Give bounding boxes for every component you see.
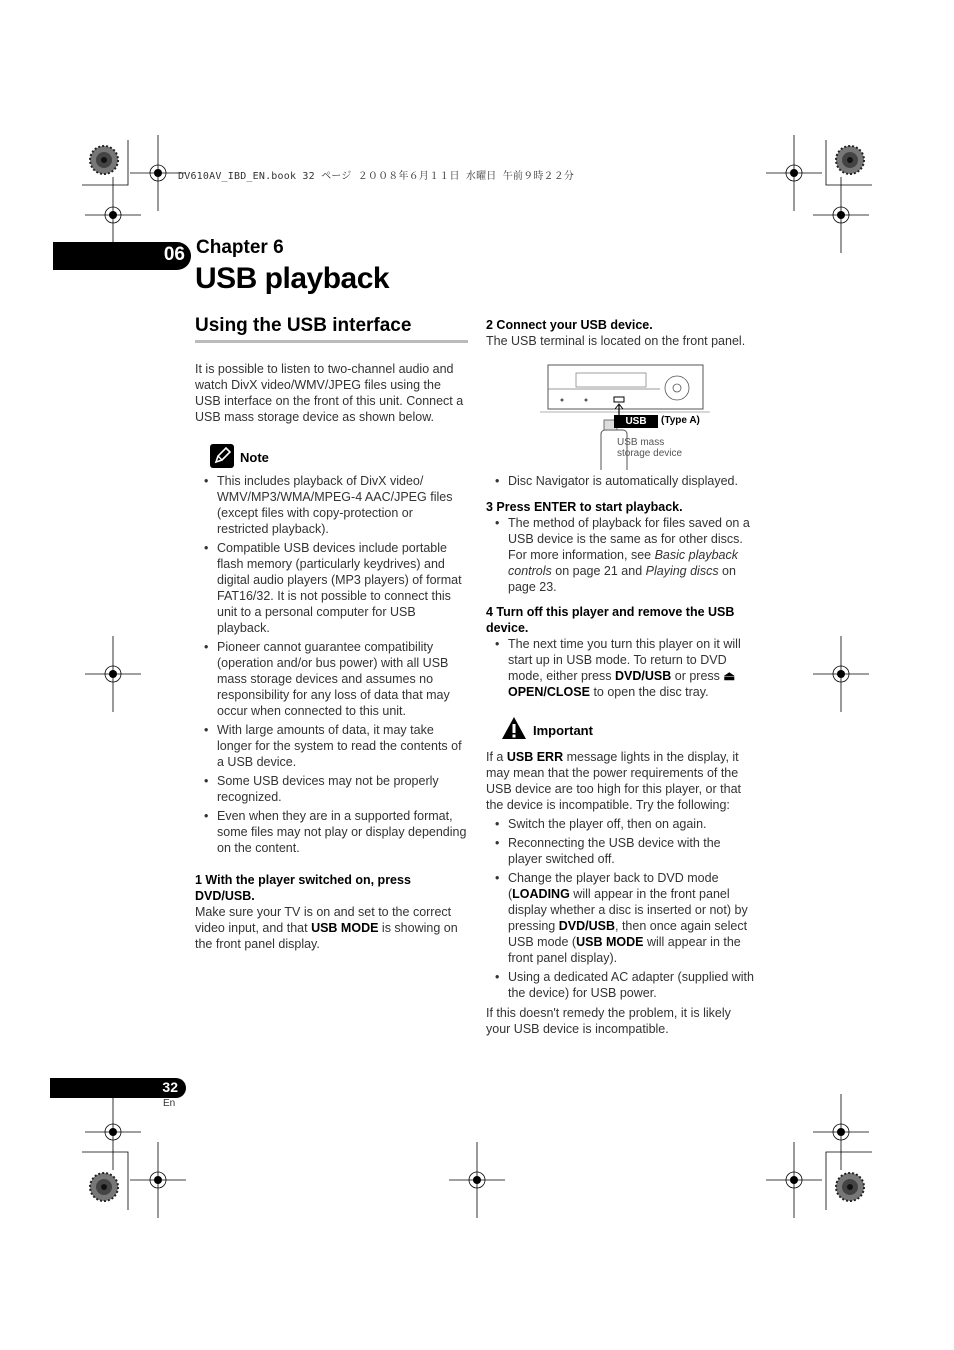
list-item — [486, 870, 758, 966]
list-item: • Switch the player off, then on again. — [486, 816, 758, 832]
page-number-tab — [50, 1078, 186, 1098]
important-list — [486, 816, 758, 1004]
page-language: En — [163, 1098, 176, 1109]
usb-type-label: (Type A) — [661, 415, 700, 426]
crossref-playing-discs: Playing discs — [645, 564, 719, 578]
keyword-loading: LOADING — [512, 887, 570, 901]
list-item: • Disc Navigator is automatically displayed. — [486, 473, 758, 489]
important-paragraph — [486, 749, 758, 813]
item-text-b: will appear in the front panel display whether a disc is inserted or not) by pressing — [508, 887, 748, 933]
section-divider — [195, 340, 468, 343]
step-1-title: 1 With the player switched on, press DVD/USB. — [195, 873, 411, 903]
step-4-text-a: The next time you turn this player on it will start up in USB mode. To return to DVD mode, either press — [508, 637, 741, 683]
item-text-c: , then once again select USB mode ( — [508, 919, 748, 949]
step-1-text-a: Make sure your TV is on and set to the correct video input, and that — [195, 905, 452, 935]
step-1-text-b: is showing on the front panel display. — [195, 921, 458, 951]
keyword-dvd-usb: DVD/USB — [558, 919, 615, 933]
section-heading: Using the USB interface — [195, 315, 412, 336]
note-list — [195, 473, 467, 859]
step-3-text-c: on page 23. — [508, 564, 736, 594]
list-item: • With large amounts of data, it may take longer for the system to read the contents of a USB device. — [195, 722, 467, 770]
step-4-bullets — [486, 636, 758, 703]
step-4-text-c: to open the disc tray. — [589, 685, 709, 699]
page-number: 32 — [162, 1079, 178, 1095]
intro-paragraph: It is possible to listen to two-channel audio and watch DivX video/WMV/JPEG files using the USB interface on the front of this unit. Connect a USB mass storage device as shown below. — [195, 362, 464, 424]
crossref-basic-playback: Basic playback controls — [508, 548, 738, 578]
usb-device-label-line-2: storage device — [617, 448, 683, 459]
chapter-tab — [53, 242, 191, 270]
important-heading: Important — [533, 723, 593, 738]
list-item: • Compatible USB devices include portable flash memory (particularly keydrives) and digital audio players (MP3 players) of format FAT16/32. It is not possible to connect this unit to a personal computer for USB playback. — [195, 540, 467, 636]
step-2-bullets — [486, 473, 758, 492]
step-2-text: The USB terminal is located on the front panel. — [486, 334, 746, 348]
usb-badge: USB — [614, 415, 658, 428]
keyword-usb-err: USB ERR — [506, 750, 564, 764]
list-item: • Pioneer cannot guarantee compatibility (operation and/or bus power) with all USB mass storage devices and assumes no responsibility for any loss of data that may occur when connected to this unit. — [195, 639, 467, 719]
important-text-b: message lights in the display, it may mean that the power requirements of the USB device are too high for this player, or that the device is incompatible. Try the following: — [486, 750, 741, 812]
chapter-label: Chapter 6 — [196, 237, 284, 258]
keyword-dvd-usb: DVD/USB — [615, 669, 672, 683]
item-text-a: Change the player back to DVD mode ( — [508, 871, 719, 901]
step-4-title: 4 Turn off this player and remove the USB device. — [486, 605, 735, 635]
list-item: • Even when they are in a supported format, some files may not play or display depending on the content. — [195, 808, 467, 856]
chapter-number: 06 — [163, 244, 185, 265]
list-item: • Reconnecting the USB device with the player switched off. — [486, 835, 758, 867]
step-3-text-a: The method of playback for files saved on a USB device is the same as for other discs. For more information, see — [508, 516, 750, 562]
list-item: • Using a dedicated AC adapter (supplied with the device) for USB power. — [486, 969, 758, 1001]
keyword-open-close: ⏏ OPEN/CLOSE — [508, 669, 736, 699]
note-pencil-icon — [210, 444, 234, 468]
keyword-usb-mode: USB MODE — [576, 935, 644, 949]
important-text-a: If a — [486, 750, 507, 764]
usb-device-label-line-1: USB mass — [617, 437, 665, 448]
step-4-text-b: or press — [671, 669, 724, 683]
usb-device-label — [617, 437, 682, 459]
step-2-title: 2 Connect your USB device. — [486, 318, 653, 332]
closing-paragraph: If this doesn't remedy the problem, it is likely your USB device is incompatible. — [486, 1006, 731, 1036]
list-item: • This includes playback of DivX video/ WMV/MP3/WMA/MPEG-4 AAC/JPEG files (except files with copy-protection or restricted playback). — [195, 473, 467, 537]
keyword-usb-mode: USB MODE — [311, 921, 379, 935]
list-item — [486, 515, 758, 595]
list-item — [486, 636, 758, 700]
list-item: • Some USB devices may not be properly recognized. — [195, 773, 467, 805]
print-header-line: DV610AV_IBD_EN.book 32 ページ ２００８年６月１１日 水曜日 午前９時２２分 — [178, 171, 575, 182]
page-title: USB playback — [195, 262, 390, 295]
warning-icon — [501, 716, 527, 740]
note-heading: Note — [240, 450, 269, 465]
item-text-d: will appear in the front panel display). — [508, 935, 741, 965]
step-3-text-b: on page 21 and — [551, 564, 646, 578]
step-3-bullets — [486, 515, 758, 598]
step-1-text — [195, 904, 470, 952]
step-3-title: 3 Press ENTER to start playback. — [486, 500, 683, 514]
